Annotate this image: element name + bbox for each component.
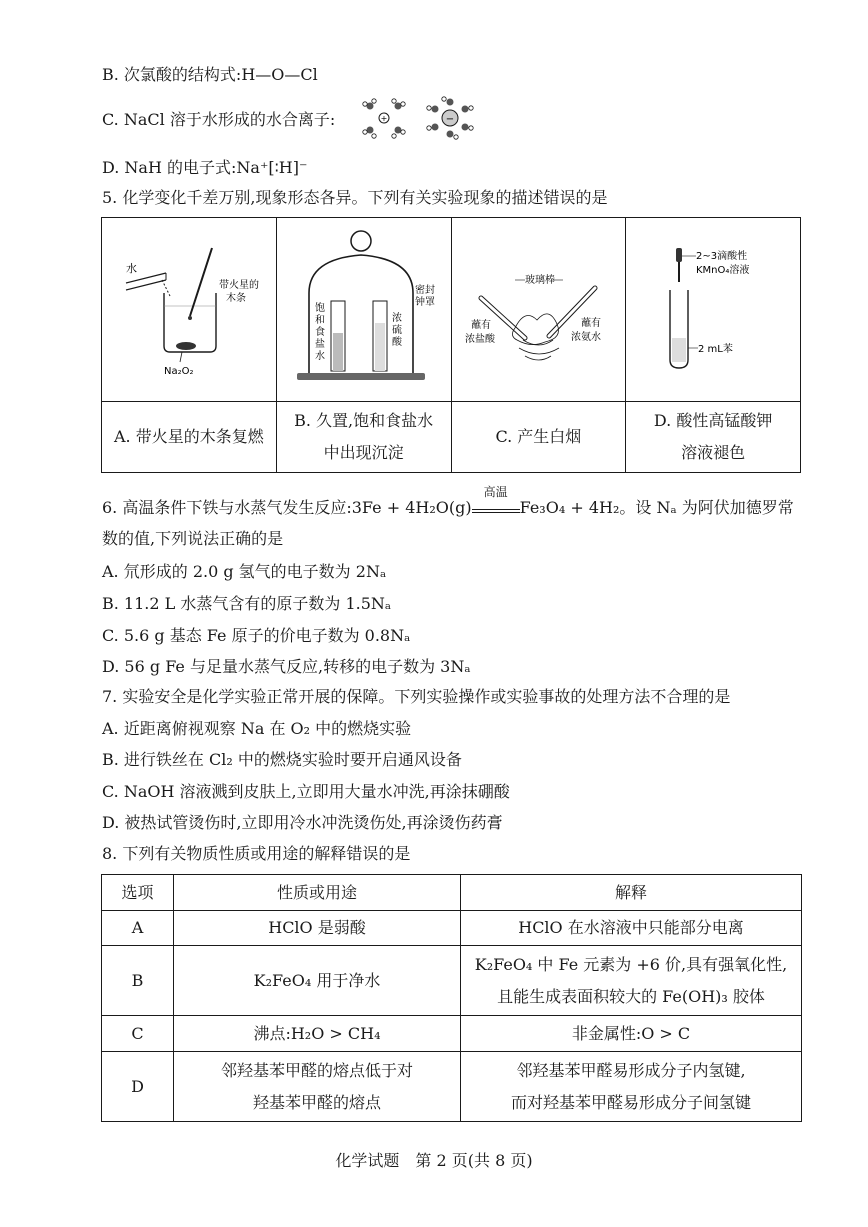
q8-header-explanation: 解释 [461, 875, 802, 911]
q8-row-d-property: 邻羟基苯甲醛的熔点低于对 羟基苯甲醛的熔点 [174, 1052, 461, 1122]
q8-row-d-option: D [102, 1052, 174, 1122]
page-footer: 化学试题 第 2 页(共 8 页) [335, 1151, 533, 1170]
q6-stem-line-1: 6. 高温条件下铁与水蒸气发生反应:3Fe + 4H₂O(g) 高温 Fe₃O₄ + 4H₂。设 Nₐ 为阿伏加德罗常 [102, 485, 794, 517]
svg-text:食: 食 [314, 326, 325, 338]
svg-text:水: 水 [314, 350, 325, 362]
table-row [102, 1052, 802, 1122]
q6-option-b: B. 11.2 L 水蒸气含有的原子数为 1.5Nₐ [102, 594, 392, 613]
fig-c-right-label-2: 浓氨水 [571, 331, 602, 343]
q8-row-d-explanation: 邻羟基苯甲醛易形成分子内氢键, 而对羟基苯甲醛易形成分子间氢键 [461, 1052, 802, 1122]
hydrated-ions-diagram [358, 96, 478, 140]
svg-text:和: 和 [314, 314, 325, 326]
q4-option-c-text: C. NaCl 溶于水形成的水合离子: [102, 110, 336, 129]
q6-option-a: A. 氘形成的 2.0 g 氢气的电子数为 2Nₐ [102, 562, 387, 581]
bell-jar-figure [279, 223, 449, 393]
q7-option-d: D. 被热试管烫伤时,立即用冷水冲洗烫伤处,再涂烫伤药膏 [102, 813, 503, 832]
q7-stem: 7. 实验安全是化学实验正常开展的保障。下列实验操作或实验事故的处理方法不合理的是 [102, 687, 731, 706]
fig-c-right-label-1: 蘸有 [581, 317, 602, 329]
svg-text:酸: 酸 [391, 336, 402, 348]
q8-row-c-property: 沸点:H₂O > CH₄ [174, 1016, 461, 1052]
q8-header-option: 选项 [102, 875, 174, 911]
q8-row-c-option: C [102, 1016, 174, 1052]
q8-row-a-option: A [102, 911, 174, 946]
svg-text:浓: 浓 [391, 312, 402, 324]
svg-text:−: − [445, 114, 455, 125]
q8-row-a-property: HClO 是弱酸 [174, 911, 461, 946]
fig-c-rod-label: 玻璃棒 [525, 274, 556, 286]
test-tube-dropper-figure [638, 228, 788, 388]
q8-row-b-explanation: K₂FeO₄ 中 Fe 元素为 +6 价,具有强氧化性, 且能生成表面积较大的 Fe(OH)₃ 胶体 [461, 946, 802, 1016]
fig-b-cover-label [415, 283, 435, 308]
fig-d-drop-label-1: 2~3滴酸性 [696, 250, 748, 262]
q6-option-d: D. 56 g Fe 与足量水蒸气反应,转移的电子数为 3Nₐ [102, 657, 471, 676]
q8-header-row [102, 875, 802, 911]
fig-a-water-label: 水 [125, 261, 137, 275]
q4-option-c [102, 109, 335, 131]
q5-figure-b [276, 218, 451, 402]
q5-caption-c: C. 产生白烟 [451, 402, 626, 473]
fig-b-right-label [392, 311, 403, 348]
fig-a-reagent-label: Na₂O₂ [163, 365, 194, 377]
q4-option-b: B. 次氯酸的结构式:H—O—Cl [102, 65, 318, 84]
q5-figure-a [102, 218, 277, 402]
reaction-condition: 高温 [472, 499, 520, 513]
fig-b-left-label [315, 301, 325, 362]
fig-a-splint-label: 带火星的 [218, 279, 259, 291]
q8-header-property: 性质或用途 [174, 875, 461, 911]
q8-stem: 8. 下列有关物质性质或用途的解释错误的是 [102, 844, 411, 863]
fig-c-left-label-2: 浓盐酸 [465, 333, 496, 345]
fig-a-splint-label-2: 木条 [225, 292, 246, 304]
svg-text:密封: 密封 [414, 284, 435, 296]
svg-text:盐: 盐 [314, 338, 325, 350]
fig-d-benzene-label: 2 mL苯 [698, 343, 733, 355]
fig-c-left-label-1: 蘸有 [471, 319, 492, 331]
svg-text:钟罩: 钟罩 [414, 296, 435, 308]
hydrated-sodium-ion-icon [363, 99, 405, 138]
q5-caption-d: D. 酸性高锰酸钾 溶液褪色 [626, 402, 801, 473]
q8-row-a-explanation: HClO 在水溶液中只能部分电离 [461, 911, 802, 946]
q8-table [101, 874, 802, 1122]
q8-row-b-property: K₂FeO₄ 用于净水 [174, 946, 461, 1016]
svg-text:硫: 硫 [391, 324, 402, 336]
q6-stem-line-2: 数的值,下列说法正确的是 [102, 529, 284, 548]
q7-option-c: C. NaOH 溶液溅到皮肤上,立即用大量水冲洗,再涂抹硼酸 [102, 782, 510, 801]
q5-figure-c [451, 218, 626, 402]
q5-caption-b: B. 久置,饱和食盐水 中出现沉淀 [276, 402, 451, 473]
svg-text:饱: 饱 [314, 302, 325, 314]
svg-text:+: + [380, 114, 388, 123]
q8-row-c-explanation: 非金属性:O > C [461, 1016, 802, 1052]
q5-experiment-table [101, 217, 801, 473]
table-row [102, 1016, 802, 1052]
q5-figure-d [626, 218, 801, 402]
q7-option-a: A. 近距离俯视观察 Na 在 O₂ 中的燃烧实验 [102, 719, 412, 738]
q4-option-d: D. NaH 的电子式:Na⁺[∶H]⁻ [102, 158, 308, 177]
q6-option-c: C. 5.6 g 基态 Fe 原子的价电子数为 0.8Nₐ [102, 626, 411, 645]
beaker-splint-figure [104, 228, 274, 388]
fig-d-drop-label-2: KMnO₄溶液 [696, 264, 750, 276]
q8-row-b-option: B [102, 946, 174, 1016]
hydrated-chloride-ion-icon [427, 97, 473, 139]
q5-stem: 5. 化学变化千差万别,现象形态各异。下列有关实验现象的描述错误的是 [102, 188, 608, 207]
glass-rods-smoke-figure [453, 228, 623, 388]
q7-option-b: B. 进行铁丝在 Cl₂ 中的燃烧实验时要开启通风设备 [102, 750, 462, 769]
table-row [102, 911, 802, 946]
q5-caption-a: A. 带火星的木条复燃 [102, 402, 277, 473]
table-row [102, 946, 802, 1016]
